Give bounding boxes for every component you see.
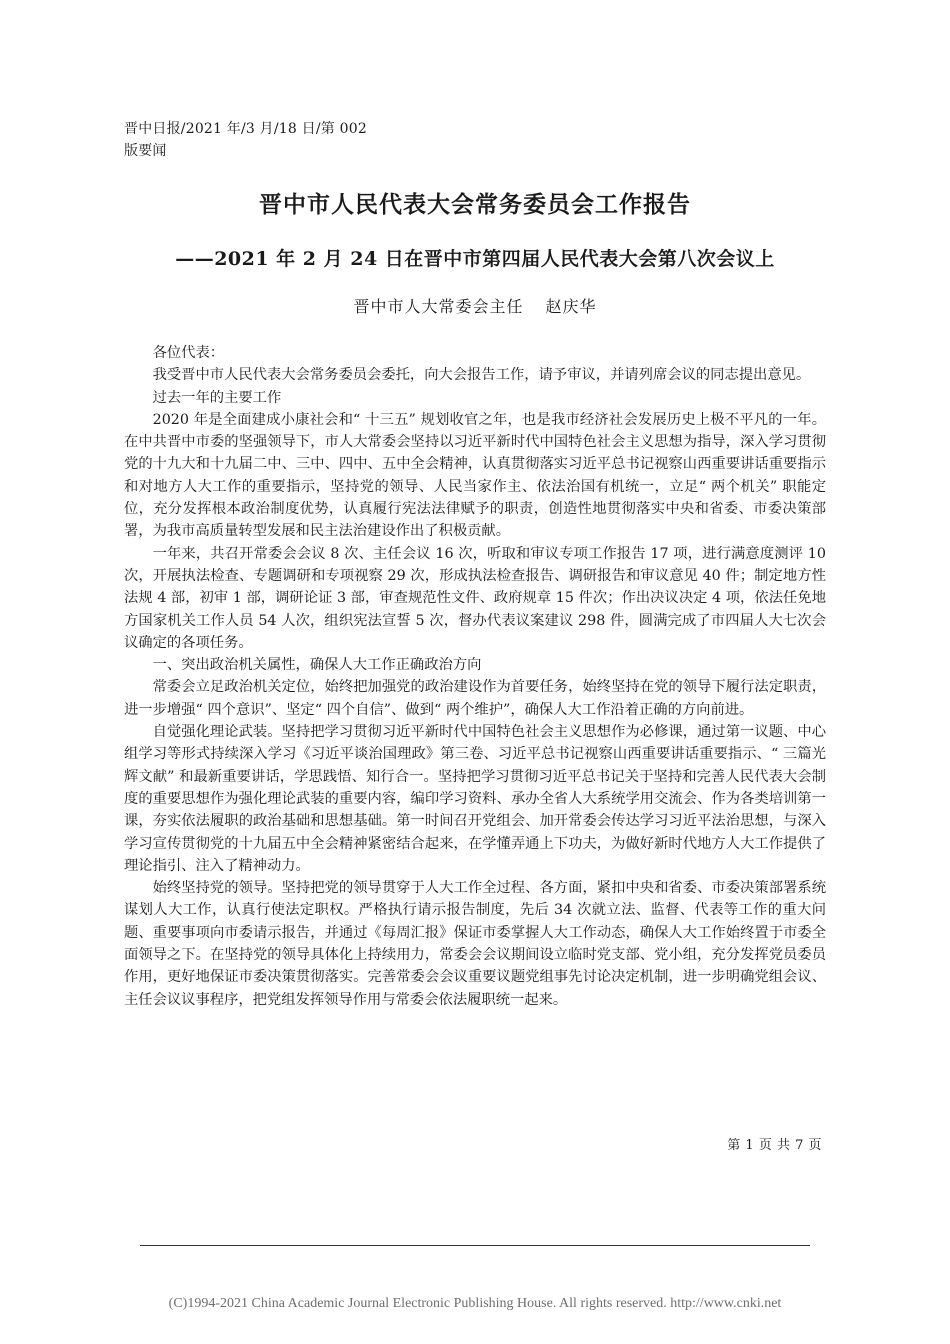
author-name: 赵庆华	[545, 297, 597, 316]
copyright-notice: (C)1994-2021 China Academic Journal Electronic Publishing House. All rights reserved. http://www.cnki.net	[168, 1296, 782, 1311]
author-line	[0, 294, 950, 317]
footer-divider	[140, 1245, 810, 1246]
article-body	[124, 342, 826, 1011]
paragraph: 始终坚持党的领导。坚持把党的领导贯穿于人大工作全过程、各方面，紧扣中央和省委、市委决策部署系统谋划人大工作，认真行使法定职权。严格执行请示报告制度，先后 34 次就立法、监督、代表等工作的重大问题、重要事项向市委请示报告，并通过《每周汇报》保证市委掌握人大工作动态，确保人大工作始终置于市委全面领导之下。在坚持党的领导具体化上持续用力，常委会会议期间设立临时党支部、党小组，充分发挥党员委员作用，更好地保证市委决策贯彻落实。完善常委会会议重要议题党组事先讨论决定机制，进一步明确党组会议、主任会议议事程序，把党组发挥领导作用与常委会依法履职统一起来。	[124, 880, 826, 1008]
page-subtitle: ——2021 年 2 月 24 日在晋中市第四届人民代表大会第八次会议上	[175, 248, 775, 270]
author-role: 晋中市人大常委会主任	[353, 297, 524, 316]
publication-info	[124, 118, 424, 162]
page-indicator: 第 1 页 共 7 页	[727, 1138, 822, 1153]
page-title: 晋中市人民代表大会常务委员会工作报告	[259, 191, 691, 218]
section-heading-political: 一、突出政治机关属性，确保人大工作正确政治方向	[152, 657, 482, 674]
paragraph: 常委会立足政治机关定位，始终把加强党的政治建设作为首要任务，始终坚持在党的领导下履行法定职责，进一步增强“ 四个意识”、坚定“ 四个自信”、做到“ 两个维护”，确保人大工作沿着正确的方向前进。	[124, 679, 826, 718]
paragraph: 2020 年是全面建成小康社会和“ 十三五” 规划收官之年，也是我市经济社会发展历史上极不平凡的一年。在中共晋中市委的坚强领导下，市人大常委会坚持以习近平新时代中国特色社会主义思想为指导，深入学习贯彻党的十九大和十九届二中、三中、四中、五中全会精神，认真贯彻落实习近平总书记视察山西重要讲话重要指示和对地方人大工作的重要指示，坚持党的领导、人民当家作主、依法治国有机统一，立足“ 两个机关” 职能定位，充分发挥根本政治制度优势，认真履行宪法法律赋予的职责，创造性地贯彻落实中央和省委、市委决策部署，为我市高质量转型发展和民主法治建设作出了积极贡献。	[124, 411, 826, 540]
section-line: 版要闻	[124, 143, 167, 159]
paragraph: 一年来，共召开常委会会议 8 次、主任会议 16 次，听取和审议专项工作报告 17 项，进行满意度测评 10 次，开展执法检查、专题调研和专项视察 29 次，形成执法检查报告、调研报告和审议意见 40 件；制定地方性法规 4 部，初审 1 部，调研论证 3 部，审查规范性文件、政府规章 15 件次；作出决议决定 4 项，依法任免地方国家机关工作人员 54 人次，组织宪法宣誓 5 次，督办代表议案建议 298 件，圆满完成了市四届人大七次会议确定的各项任务。	[124, 545, 826, 651]
source-line: 晋中日报/2021 年/3 月/18 日/第 002	[124, 121, 367, 137]
section-heading-main-work: 过去一年的主要工作	[152, 389, 282, 406]
paragraph: 自觉强化理论武装。坚持把学习贯彻习近平新时代中国特色社会主义思想作为必修课，通过第一议题、中心组学习等形式持续深入学习《习近平谈治国理政》第三卷、习近平总书记视察山西重要讲话重要指示、“ 三篇光辉文献” 和最新重要讲话，学思践悟、知行合一。坚持把学习贯彻习近平总书记关于坚持和完善人民代表大会制度的重要思想作为强化理论武装的重要内容，编印学习资料、承办全省人大系统学用交流会、作为各类培训第一课，夯实依法履职的政治基础和思想基础。第一时间召开党组会、加开常委会传达学习习近平法治思想，与深入学习宣传贯彻党的十九届五中全会精神紧密结合起来，在学懂弄通上下功夫，为做好新时代地方人大工作提供了理论指引、注入了精神动力。	[124, 724, 826, 874]
paragraph-intro: 我受晋中市人民代表大会常务委员会委托，向大会报告工作，请予审议，并请列席会议的同志提出意见。	[152, 367, 811, 384]
paragraph-salutation: 各位代表：	[152, 345, 225, 361]
